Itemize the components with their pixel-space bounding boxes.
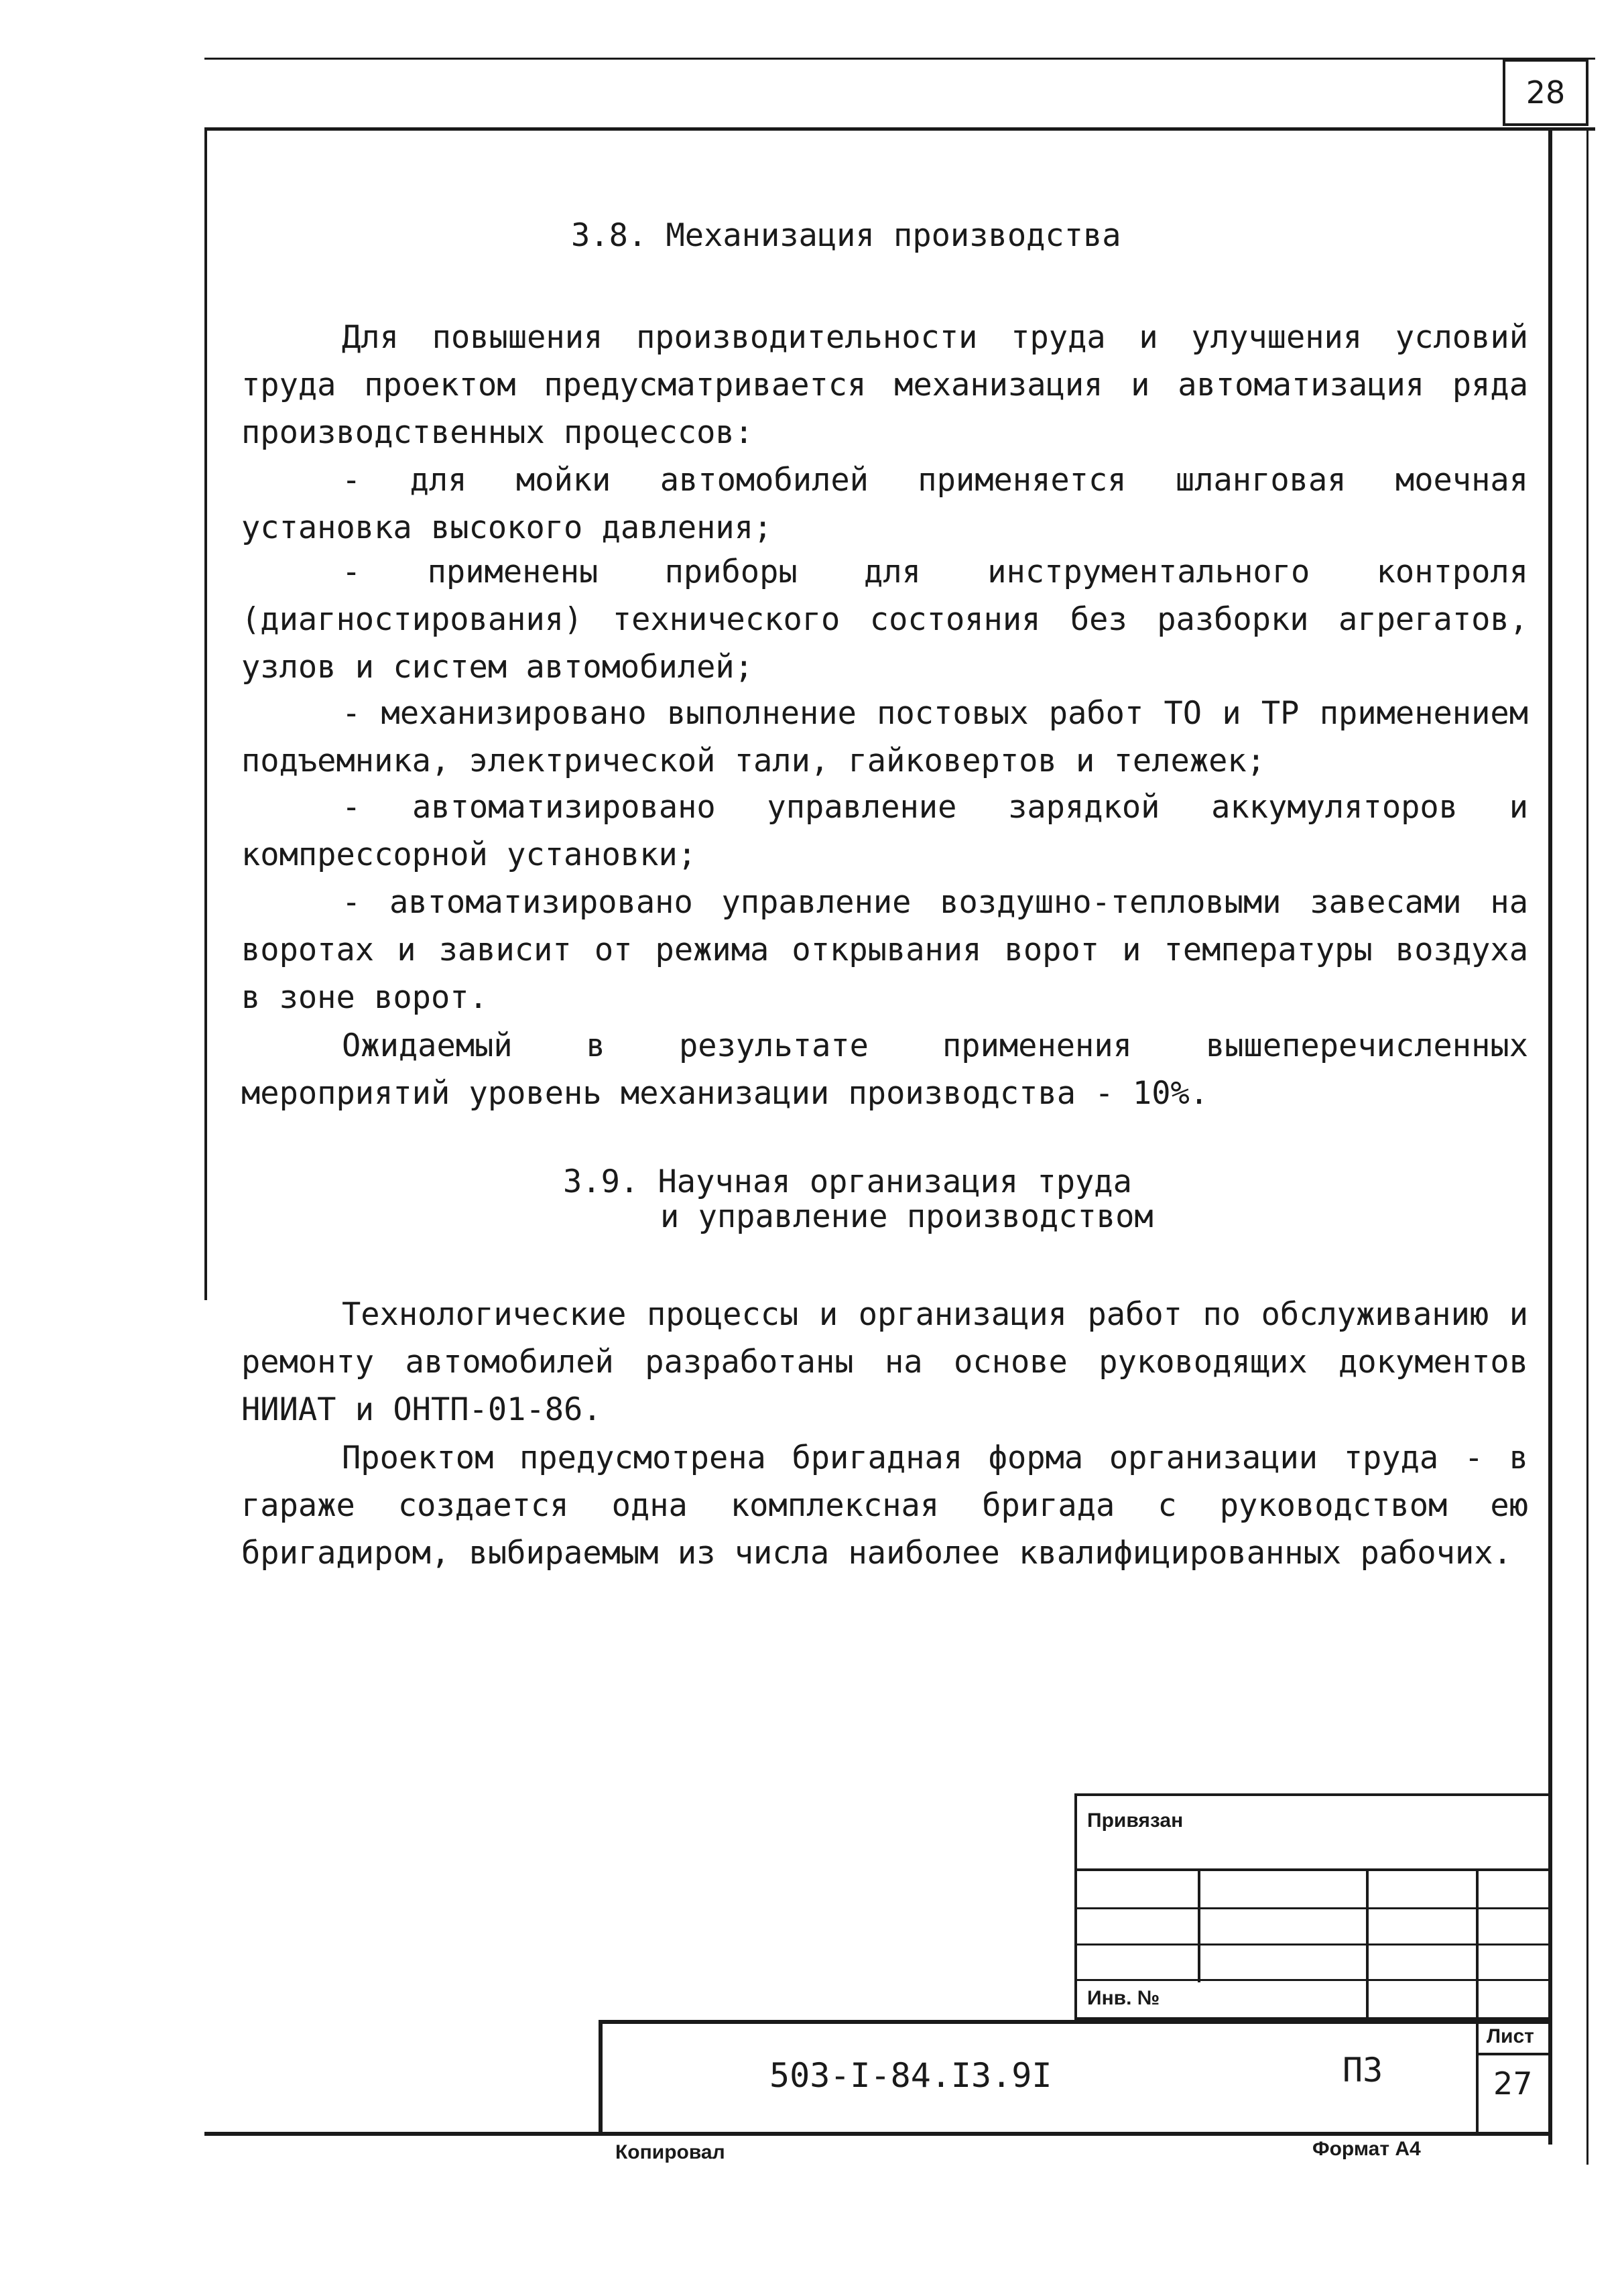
page-number: 28 [1503,59,1588,126]
top-outer-line [204,58,1595,60]
tb-grid-v2 [1366,1868,1369,2020]
section-3-8-heading: 3.8. Механизация производства [571,217,1121,254]
sheet-cell-divider [1476,2053,1552,2055]
document-type: ПЗ [1343,2051,1383,2090]
tb-grid-h2 [1074,1907,1552,1909]
section-3-8-intro: Для повышения производительности труда и улучшения условий труда проектом предусматривается механизация и автоматизация ряда производственных процессов: [241,319,1528,451]
section-3-9-heading-line1: 3.9. Научная организация труда [563,1163,1132,1200]
tb-grid-v1 [1198,1868,1200,1982]
tb-grid-h3 [1074,1943,1552,1946]
inv-number-label: Инв. № [1087,1987,1160,2009]
copied-by-label: Копировал [615,2141,725,2163]
section-3-9-para-1: Технологические процессы и организация работ по обслуживанию и ремонту автомобилей разработаны на основе руководящих документов НИИАТ и ОНТП-01-86. [241,1296,1528,1428]
tb-grid-v3 [1476,1868,1479,2020]
bound-label: Привязан [1087,1809,1184,1832]
section-3-8-item-2: - применены приборы для инструментального контроля (диагностирования) технического состояния без разборки агрегатов, узлов и систем автомобилей; [241,554,1528,686]
section-3-8-item-5: - автоматизировано управление воздушно-тепловыми завесами на воротах и зависит от режима открывания ворот и температуры воздуха в зоне ворот. [241,884,1528,1016]
tb-grid-h4 [1074,1979,1552,1981]
title-block-lower [599,2020,1552,2134]
document-code: 503-I-84.I3.9I [769,2056,1052,2095]
section-3-8-item-4: - автоматизировано управление зарядкой аккумуляторов и компрессорной установки; [241,789,1528,873]
section-3-8-conclusion: Ожидаемый в результате применения вышеперечисленных мероприятий уровень механизации производства - 10%. [241,1027,1528,1112]
frame-left-line [204,127,207,1300]
format-label: Формат А4 [1312,2138,1421,2160]
sheet-label: Лист [1487,2025,1534,2047]
sheet-value: 27 [1493,2065,1533,2102]
section-3-9-para-2: Проектом предусмотрена бригадная форма организации труда - в гараже создается одна комплексная бригада с руководством ею бригадиром, выбираемым из числа наиболее квалифицированных рабочих. [241,1440,1528,1572]
section-3-8-item-3: - механизировано выполнение постовых работ ТО и ТР применением подъемника, электрической тали, гайковертов и тележек; [241,695,1528,779]
outer-right-line [1586,127,1588,2165]
sheet-cell-left-line [1476,2020,1479,2134]
frame-top-line [204,127,1595,131]
section-3-9-heading-line2: и управление производством [660,1198,1153,1235]
section-3-8-item-1: - для мойки автомобилей применяется шланговая моечная установка высокого давления; [241,462,1528,546]
tb-grid-h1 [1074,1868,1552,1871]
